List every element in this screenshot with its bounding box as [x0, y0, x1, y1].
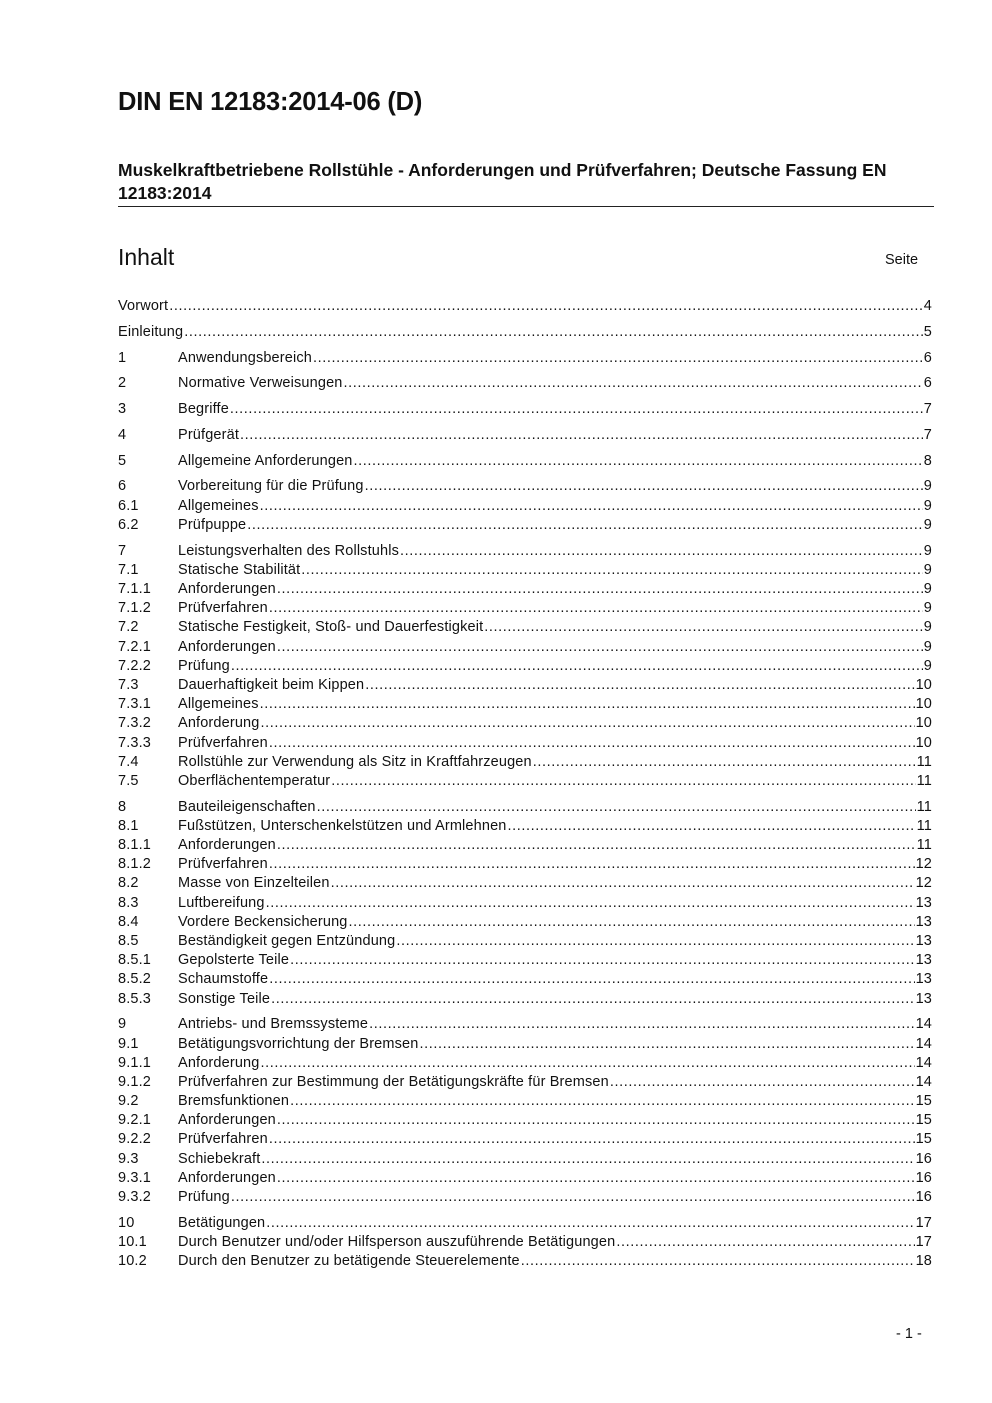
toc-entry-title: Anforderungen	[178, 1169, 276, 1186]
toc-entry-title: Prüfverfahren	[178, 856, 268, 873]
toc-entry-page: 13	[915, 932, 932, 949]
toc-entry-title: Prüfverfahren	[178, 734, 268, 751]
toc-entry-line	[178, 543, 932, 559]
dot-leader	[230, 401, 923, 417]
dot-leader	[277, 837, 916, 853]
toc-entry-number: 8.2	[118, 875, 139, 892]
toc-entry-number: 9	[118, 1016, 127, 1033]
toc-entry[interactable]	[118, 637, 932, 656]
dot-leader	[616, 1234, 914, 1250]
toc-entry[interactable]	[118, 322, 932, 341]
toc-entry[interactable]	[118, 931, 932, 950]
toc-entry-line	[178, 639, 932, 655]
toc-entry-page: 10	[915, 734, 932, 751]
toc-entry[interactable]	[118, 1129, 932, 1148]
dot-leader	[269, 600, 923, 616]
toc-entry[interactable]	[118, 771, 932, 790]
toc-entry-number: 7.2.1	[118, 638, 151, 655]
toc-entry-title: Vorwort	[118, 298, 169, 314]
toc-entry-page: 13	[915, 913, 932, 930]
toc-entry-line	[178, 696, 932, 712]
toc-entry-page: 12	[915, 875, 932, 892]
toc-entry-line	[178, 773, 932, 789]
toc-entry-number: 8.5.3	[118, 990, 151, 1007]
dot-leader	[400, 543, 923, 559]
toc-entry[interactable]	[118, 399, 932, 418]
toc-entry[interactable]	[118, 912, 932, 931]
toc-entry-number: 9.3.2	[118, 1189, 151, 1205]
toc-entry-number: 7.4	[118, 753, 139, 770]
toc-entry-page: 11	[916, 817, 932, 834]
toc-entry-page: 13	[915, 990, 932, 1007]
toc-entry-line	[178, 375, 932, 391]
dot-leader	[365, 677, 914, 693]
toc-entry-page: 9	[923, 619, 932, 636]
toc-entry-number: 9.3	[118, 1150, 139, 1167]
dot-leader	[261, 1151, 914, 1167]
toc-entry-line	[178, 619, 932, 635]
toc-entry-line	[178, 1189, 932, 1205]
toc-entry-title: Prüfverfahren zur Bestimmung der Betätigungskräfte für Bremsen	[178, 1073, 609, 1090]
toc-entry-title: Allgemeine Anforderungen	[178, 452, 353, 469]
dot-leader	[266, 1215, 914, 1231]
toc-entry-title: Prüfung	[178, 657, 230, 674]
toc-entry-page: 16	[915, 1150, 932, 1167]
toc-entry[interactable]	[118, 560, 932, 579]
toc-entry-number: 10.2	[118, 1253, 147, 1270]
toc-entry-number: 8.4	[118, 913, 139, 930]
toc-entry-title: Statische Stabilität	[178, 561, 301, 578]
toc-entry-number: 4	[118, 426, 127, 443]
toc-entry-number: 8.5.1	[118, 952, 151, 969]
toc-entry-number: 6	[118, 478, 127, 495]
toc-entry[interactable]	[118, 296, 932, 315]
dot-leader	[317, 799, 916, 815]
toc-entry[interactable]	[118, 1251, 932, 1270]
toc-entry-line	[178, 427, 932, 443]
toc-entry-number: 6.1	[118, 497, 139, 514]
toc-entry[interactable]	[118, 1168, 932, 1187]
dot-leader	[331, 875, 915, 891]
toc-entry-page: 17	[915, 1233, 932, 1250]
toc-entry-number: 9.2.2	[118, 1131, 151, 1148]
toc-entry[interactable]	[118, 694, 932, 713]
toc-entry-line	[178, 600, 932, 616]
toc-entry-page: 9	[923, 516, 932, 533]
dot-leader	[269, 1131, 915, 1147]
toc-entry[interactable]	[118, 733, 932, 752]
toc-entry[interactable]	[118, 873, 932, 892]
toc-entry-number: 8.5	[118, 932, 139, 949]
toc-entry[interactable]	[118, 656, 932, 675]
toc-entry[interactable]	[118, 476, 932, 495]
dot-leader	[331, 773, 915, 789]
toc-entry-title: Normative Verweisungen	[178, 375, 343, 392]
toc-entry-title: Fußstützen, Unterschenkelstützen und Armlehnen	[178, 817, 507, 834]
toc-entry-number: 2	[118, 375, 127, 392]
toc-entry-page: 11	[916, 772, 932, 789]
dot-leader	[301, 562, 922, 578]
toc-entry-number: 8.3	[118, 894, 139, 911]
dot-leader	[354, 453, 923, 469]
toc-entry-title: Beständigkeit gegen Entzündung	[178, 932, 396, 949]
toc-entry-line	[178, 1234, 932, 1250]
dot-leader	[290, 1093, 915, 1109]
toc-entry-number: 5	[118, 452, 127, 469]
toc-entry-title: Anforderungen	[178, 837, 276, 854]
toc-entry-title: Anforderungen	[178, 581, 276, 597]
toc-entry[interactable]	[118, 1014, 932, 1033]
toc-entry-title: Antriebs- und Bremssysteme	[178, 1016, 369, 1033]
toc-entry-title: Schaumstoffe	[178, 971, 269, 988]
toc-entry-page: 11	[916, 753, 932, 770]
toc-entry[interactable]	[118, 950, 932, 969]
toc-entry-number: 8.1	[118, 817, 139, 834]
toc-entry[interactable]	[118, 835, 932, 854]
toc-entry-line	[178, 799, 932, 815]
dot-leader	[269, 735, 915, 751]
toc-entry-line	[178, 1151, 932, 1167]
toc-entry[interactable]	[118, 425, 932, 444]
toc-entry-page: 14	[915, 1035, 932, 1052]
toc-entry-title: Gepolsterte Teile	[178, 952, 290, 969]
toc-entry[interactable]	[118, 451, 932, 470]
toc-entry-title: Anforderungen	[178, 1112, 276, 1129]
toc-entry-number: 7.1.1	[118, 581, 151, 597]
dot-leader	[365, 478, 923, 494]
toc-entry[interactable]	[118, 515, 932, 534]
toc-entry-title: Betätigungsvorrichtung der Bremsen	[178, 1035, 419, 1052]
toc-entry-title: Luftbereifung	[178, 894, 265, 911]
toc-entry-line	[178, 991, 932, 1007]
toc-entry-number: 7.2.2	[118, 657, 151, 674]
toc-entry[interactable]	[118, 1053, 932, 1072]
toc-entry-line	[178, 895, 932, 911]
table-of-contents	[118, 296, 932, 1270]
toc-entry-line	[178, 478, 932, 494]
toc-entry-line	[178, 658, 932, 674]
toc-entry[interactable]	[118, 1213, 932, 1232]
toc-entry-page: 9	[923, 497, 932, 514]
dot-leader	[277, 1112, 915, 1128]
toc-entry-number: 9.3.1	[118, 1169, 151, 1186]
toc-entry-page: 17	[915, 1214, 932, 1231]
toc-entry-title: Oberflächentemperatur	[178, 772, 331, 789]
dot-leader	[269, 971, 914, 987]
dot-leader	[169, 298, 923, 314]
dot-leader	[260, 696, 915, 712]
toc-entry-page: 9	[923, 581, 932, 597]
toc-entry[interactable]	[118, 1091, 932, 1110]
toc-entry-page: 7	[923, 401, 932, 418]
dot-leader	[260, 498, 923, 514]
toc-entry-line	[178, 933, 932, 949]
toc-entry-line	[178, 735, 932, 751]
toc-entry-title: Statische Festigkeit, Stoß- und Dauerfestigkeit	[178, 619, 484, 636]
toc-entry-title: Begriffe	[178, 401, 229, 418]
toc-entry-number: 7	[118, 542, 127, 559]
toc-entry-page: 11	[916, 798, 932, 815]
toc-entry-title: Allgemeines	[178, 696, 259, 713]
toc-entry-line	[178, 1055, 932, 1071]
dot-leader	[266, 895, 915, 911]
dot-leader	[610, 1074, 915, 1090]
toc-entry-line	[118, 324, 932, 340]
toc-entry-title: Durch Benutzer und/oder Hilfsperson auszuführende Betätigungen	[178, 1233, 616, 1250]
toc-entry-line	[178, 715, 932, 731]
toc-entry[interactable]	[118, 675, 932, 694]
dot-leader	[260, 1055, 914, 1071]
toc-entry-title: Dauerhaftigkeit beim Kippen	[178, 676, 365, 693]
toc-entry-page: 18	[915, 1253, 932, 1270]
toc-entry-number: 7.3.1	[118, 696, 151, 713]
toc-entry-page: 11	[916, 837, 932, 854]
toc-entry-page: 13	[915, 971, 932, 988]
toc-entry[interactable]	[118, 893, 932, 912]
toc-entry-line	[178, 1016, 932, 1032]
toc-entry-number: 10.1	[118, 1233, 147, 1250]
toc-entry-line	[178, 754, 932, 770]
toc-entry-page: 14	[915, 1054, 932, 1071]
toc-entry-title: Rollstühle zur Verwendung als Sitz in Kraftfahrzeugen	[178, 753, 532, 770]
toc-entry-line	[178, 1215, 932, 1231]
toc-entry-line	[178, 1036, 932, 1052]
toc-entry-page: 10	[915, 715, 932, 732]
toc-entry-title: Einleitung	[118, 323, 184, 340]
toc-entry-page: 15	[915, 1112, 932, 1129]
toc-entry-page: 8	[923, 452, 932, 469]
toc-entry-title: Anforderungen	[178, 638, 276, 655]
toc-entry-page: 14	[915, 1073, 932, 1090]
toc-entry-line	[178, 914, 932, 930]
toc-entry-number: 9.2	[118, 1093, 139, 1110]
toc-entry-line	[178, 971, 932, 987]
toc-entry-line	[178, 875, 932, 891]
toc-entry-title: Anforderung	[178, 1054, 260, 1071]
toc-entry-page: 10	[915, 676, 932, 693]
toc-entry-page: 4	[923, 298, 932, 314]
toc-entry-number: 10	[118, 1214, 135, 1231]
dot-leader	[521, 1253, 915, 1269]
toc-entry-page: 16	[915, 1169, 932, 1186]
toc-entry-number: 7.5	[118, 772, 139, 789]
dot-leader	[271, 991, 914, 1007]
toc-entry-title: Prüfung	[178, 1189, 230, 1205]
toc-entry-title: Sonstige Teile	[178, 990, 271, 1007]
toc-entry[interactable]	[118, 617, 932, 636]
toc-entry-page: 9	[923, 638, 932, 655]
toc-entry-page: 5	[923, 323, 932, 340]
toc-entry-number: 7.1.2	[118, 600, 151, 617]
toc-entry-number: 3	[118, 401, 127, 418]
toc-entry[interactable]	[118, 816, 932, 835]
toc-entry[interactable]	[118, 713, 932, 732]
toc-entry-page: 10	[915, 696, 932, 713]
toc-entry-page: 6	[923, 375, 932, 392]
dot-leader	[184, 324, 923, 340]
toc-entry-title: Bremsfunktionen	[178, 1093, 290, 1110]
dot-leader	[247, 517, 923, 533]
toc-entry-title: Betätigungen	[178, 1214, 266, 1231]
toc-entry-title: Schiebekraft	[178, 1150, 261, 1167]
toc-entry-line	[118, 298, 932, 314]
toc-entry[interactable]	[118, 348, 932, 367]
subtitle-divider	[118, 206, 934, 207]
toc-entry[interactable]	[118, 969, 932, 988]
document-title: DIN EN 12183:2014-06 (D)	[118, 88, 423, 116]
toc-entry-title: Prüfpuppe	[178, 516, 247, 533]
toc-entry-line	[178, 677, 932, 693]
toc-entry-number: 7.3	[118, 676, 139, 693]
dot-leader	[260, 715, 914, 731]
toc-entry-title: Masse von Einzelteilen	[178, 875, 330, 892]
toc-entry[interactable]	[118, 989, 932, 1008]
toc-entry[interactable]	[118, 1034, 932, 1053]
toc-entry-page: 9	[923, 561, 932, 578]
toc-entry-number: 7.3.2	[118, 715, 151, 732]
toc-entry[interactable]	[118, 1232, 932, 1251]
dot-leader	[277, 1170, 915, 1186]
dot-leader	[419, 1036, 914, 1052]
toc-entry-line	[178, 1074, 932, 1090]
toc-entry[interactable]	[118, 752, 932, 771]
footer-page-number: - 1 -	[896, 1326, 922, 1342]
toc-entry-title: Prüfgerät	[178, 426, 239, 443]
toc-heading: Inhalt	[118, 244, 175, 270]
toc-entry-line	[178, 818, 932, 834]
toc-entry-number: 6.2	[118, 516, 139, 533]
toc-entry-page: 9	[923, 600, 932, 617]
toc-entry-number: 8.1.2	[118, 856, 151, 873]
toc-entry-line	[178, 1131, 932, 1147]
dot-leader	[349, 914, 915, 930]
toc-entry[interactable]	[118, 598, 932, 617]
dot-leader	[484, 619, 923, 635]
toc-entry-page: 14	[915, 1016, 932, 1033]
toc-entry-title: Prüfverfahren	[178, 1131, 268, 1148]
toc-entry-page: 13	[915, 894, 932, 911]
toc-entry[interactable]	[118, 1149, 932, 1168]
toc-entry-page: 9	[923, 478, 932, 495]
dot-leader	[396, 933, 914, 949]
toc-entry-title: Anforderung	[178, 715, 260, 732]
toc-entry[interactable]	[118, 496, 932, 515]
dot-leader	[277, 639, 923, 655]
toc-entry-title: Durch den Benutzer zu betätigende Steuerelemente	[178, 1253, 520, 1270]
toc-entry-line	[178, 498, 932, 514]
dot-leader	[269, 856, 915, 872]
toc-entry-number: 7.3.3	[118, 734, 151, 751]
dot-leader	[290, 952, 914, 968]
document-subtitle: Muskelkraftbetriebene Rollstühle - Anforderungen und Prüfverfahren; Deutsche Fassung EN 12183:2014	[118, 160, 887, 203]
dot-leader	[240, 427, 923, 443]
toc-entry-line	[178, 401, 932, 417]
toc-entry-title: Leistungsverhalten des Rollstuhls	[178, 542, 399, 559]
toc-entry-page: 13	[915, 952, 932, 969]
toc-entry-page: 6	[923, 349, 932, 366]
toc-entry[interactable]	[118, 541, 932, 560]
toc-entry-line	[178, 350, 932, 366]
toc-entry-line	[178, 581, 932, 597]
dot-leader	[231, 1189, 915, 1205]
toc-entry-page: 9	[923, 657, 932, 674]
toc-entry[interactable]	[118, 854, 932, 873]
toc-entry-page: 9	[923, 542, 932, 559]
toc-entry-number: 1	[118, 349, 127, 366]
toc-entry-number: 8.5.2	[118, 971, 151, 988]
dot-leader	[508, 818, 916, 834]
toc-entry-line	[178, 952, 932, 968]
toc-entry-page: 7	[923, 426, 932, 443]
toc-entry-number: 8	[118, 798, 127, 815]
toc-entry-page: 15	[915, 1093, 932, 1110]
toc-entry-line	[178, 1170, 932, 1186]
toc-entry-line	[178, 1112, 932, 1128]
dot-leader	[533, 754, 916, 770]
toc-entry-line	[178, 517, 932, 533]
toc-entry-number: 8.1.1	[118, 837, 151, 854]
toc-entry-number: 7.2	[118, 619, 139, 636]
toc-entry[interactable]	[118, 1187, 932, 1206]
toc-entry[interactable]	[118, 1072, 932, 1091]
toc-entry-page: 15	[915, 1131, 932, 1148]
dot-leader	[231, 658, 923, 674]
toc-entry[interactable]	[118, 579, 932, 598]
toc-entry[interactable]	[118, 1110, 932, 1129]
toc-entry-line	[178, 1093, 932, 1109]
toc-entry-line	[178, 837, 932, 853]
toc-entry-title: Bauteileigenschaften	[178, 798, 316, 815]
toc-entry-number: 9.1	[118, 1035, 139, 1052]
toc-entry-title: Vordere Beckensicherung	[178, 913, 348, 930]
toc-entry-title: Allgemeines	[178, 497, 259, 514]
dot-leader	[313, 350, 923, 366]
toc-entry-line	[178, 856, 932, 872]
toc-entry-title: Vorbereitung für die Prüfung	[178, 478, 364, 495]
toc-entry[interactable]	[118, 373, 932, 392]
toc-entry-title: Anwendungsbereich	[178, 349, 312, 366]
toc-entry-page: 12	[915, 856, 932, 873]
toc-entry-page: 16	[915, 1189, 932, 1205]
page-column-label: Seite	[885, 252, 919, 268]
toc-entry-number: 7.1	[118, 561, 139, 578]
toc-entry[interactable]	[118, 797, 932, 816]
dot-leader	[277, 581, 923, 597]
dot-leader	[344, 375, 923, 391]
toc-entry-number: 9.1.1	[118, 1054, 151, 1071]
toc-entry-title: Prüfverfahren	[178, 600, 268, 617]
toc-entry-line	[178, 562, 932, 578]
toc-entry-number: 9.1.2	[118, 1073, 151, 1090]
toc-entry-line	[178, 453, 932, 469]
toc-entry-line	[178, 1253, 932, 1269]
toc-entry-number: 9.2.1	[118, 1112, 151, 1129]
dot-leader	[369, 1016, 915, 1032]
